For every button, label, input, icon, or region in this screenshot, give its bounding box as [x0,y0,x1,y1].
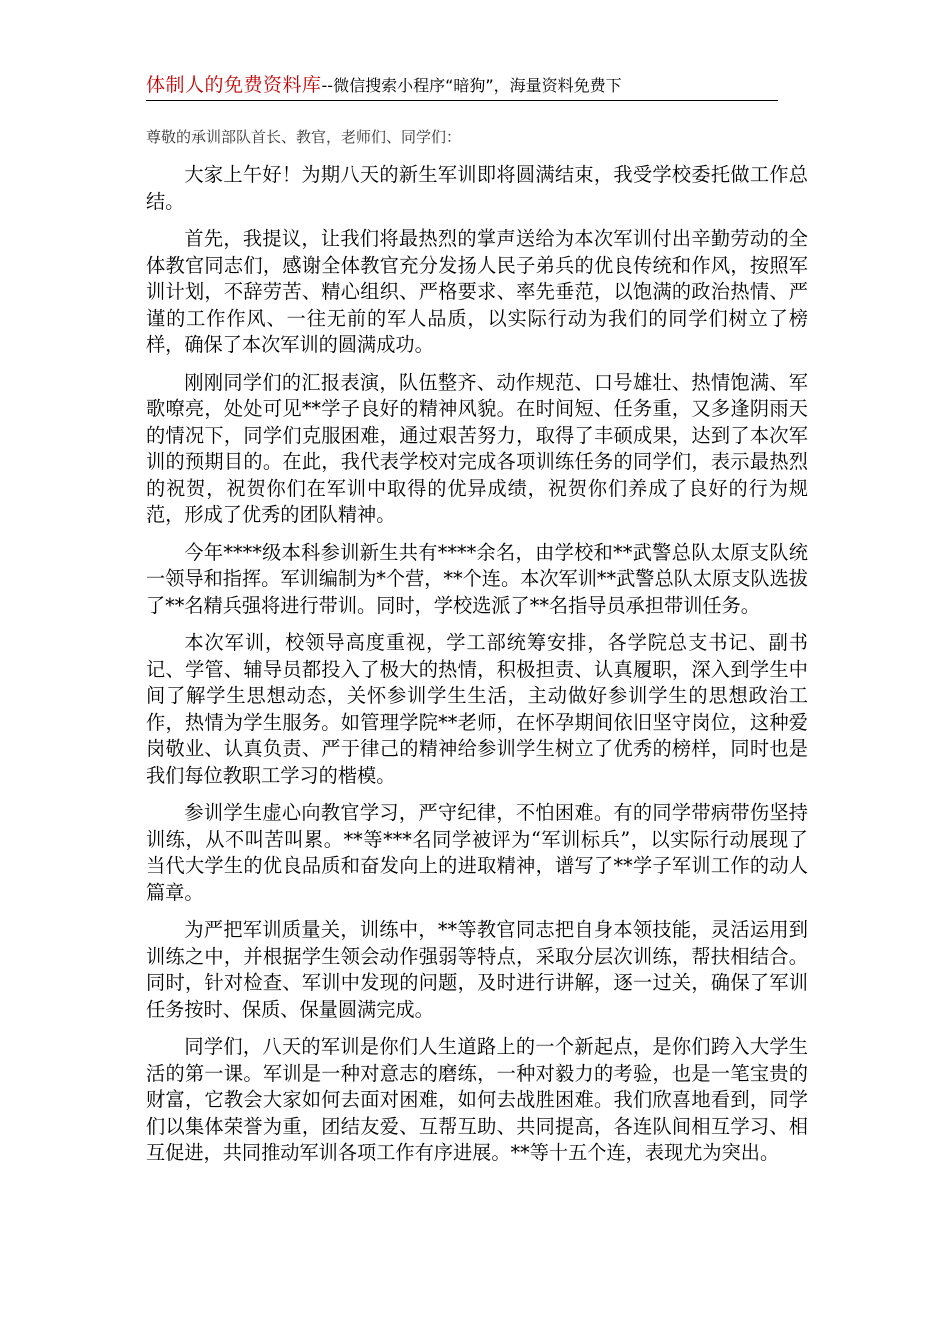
paragraph-students: 参训学生虚心向教官学习，严守纪律，不怕困难。有的同学带病带伤坚持训练，从不叫苦叫累。**等***名同学被评为“军训标兵”，以实际行动展现了当代大学生的优良品质和奋发向上的进取精神，谱写了**学子军训工作的动人篇章。 [146,801,808,904]
paragraph-performance: 刚刚同学们的汇报表演，队伍整齐、动作规范、口号雄壮、热情饱满、军歌嘹亮，处处可见**学子良好的精神风貌。在时间短、任务重，又多逢阴雨天的情况下，同学们克服困难，通过艰苦努力，取得了丰硕成果，达到了本次军训的预期目的。在此，我代表学校对完成各项训练任务的同学们，表示最热烈的祝贺，祝贺你们在军训中取得的优异成绩，祝贺你们养成了良好的行为规范，形成了优秀的团队精神。 [146,370,808,526]
header-brand: 体制人的免费资料库 [146,74,322,96]
document-body [146,162,808,1178]
page-header [146,70,778,101]
salutation: 尊敬的承训部队首长、教官，老师们、同学们： [146,128,462,146]
paragraph-thanks-instructors: 首先，我提议，让我们将最热烈的掌声送给为本次军训付出辛勤劳动的全体教官同志们，感谢全体教官充分发扬人民子弟兵的优良传统和作风，按照军训计划，不辞劳苦、精心组织、严格要求、率先垂范，以饱满的政治热情、严谨的工作作风、一往无前的军人品质，以实际行动为我们的同学们树立了榜样，确保了本次军训的圆满成功。 [146,227,808,356]
paragraph-closing: 同学们，八天的军训是你们人生道路上的一个新起点，是你们跨入大学生活的第一课。军训是一种对意志的磨练，一种对毅力的考验，也是一笔宝贵的财富，它教会大家如何去面对困难，如何去战胜困难。我们欣喜地看到，同学们以集体荣誉为重，团结友爱、互帮互助、共同提高，各连队间相互学习、相互促进，共同推动军训各项工作有序进展。**等十五个连，表现尤为突出。 [146,1035,808,1164]
paragraph-quality: 为严把军训质量关，训练中，**等教官同志把自身本领技能，灵活运用到训练之中，并根据学生领会动作强弱等特点，采取分层次训练，帮扶相结合。同时，针对检查、军训中发现的问题，及时进行讲解，逐一过关，确保了军训任务按时、保质、保量圆满完成。 [146,918,808,1021]
paragraph-organization: 今年****级本科参训新生共有****余名，由学校和**武警总队太原支队统一领导和指挥。军训编制为*个营，**个连。本次军训**武警总队太原支队选拔了**名精兵强将进行带训。同时，学校选派了**名指导员承担带训任务。 [146,540,808,617]
paragraph-leadership: 本次军训，校领导高度重视，学工部统筹安排，各学院总支书记、副书记、学管、辅导员都投入了极大的热情，积极担责、认真履职，深入到学生中间了解学生思想动态，关怀参训学生生活，主动做好参训学生的思想政治工作，热情为学生服务。如管理学院**老师，在怀孕期间依旧坚守岗位，这种爱岗敬业、认真负责、严于律己的精神给参训学生树立了优秀的榜样，同时也是我们每位教职工学习的楷模。 [146,631,808,787]
paragraph-greeting: 大家上午好！为期八天的新生军训即将圆满结束，我受学校委托做工作总结。 [146,163,808,213]
header-tagline: --微信搜索小程序“暗狗”，海量资料免费下 [321,76,622,95]
